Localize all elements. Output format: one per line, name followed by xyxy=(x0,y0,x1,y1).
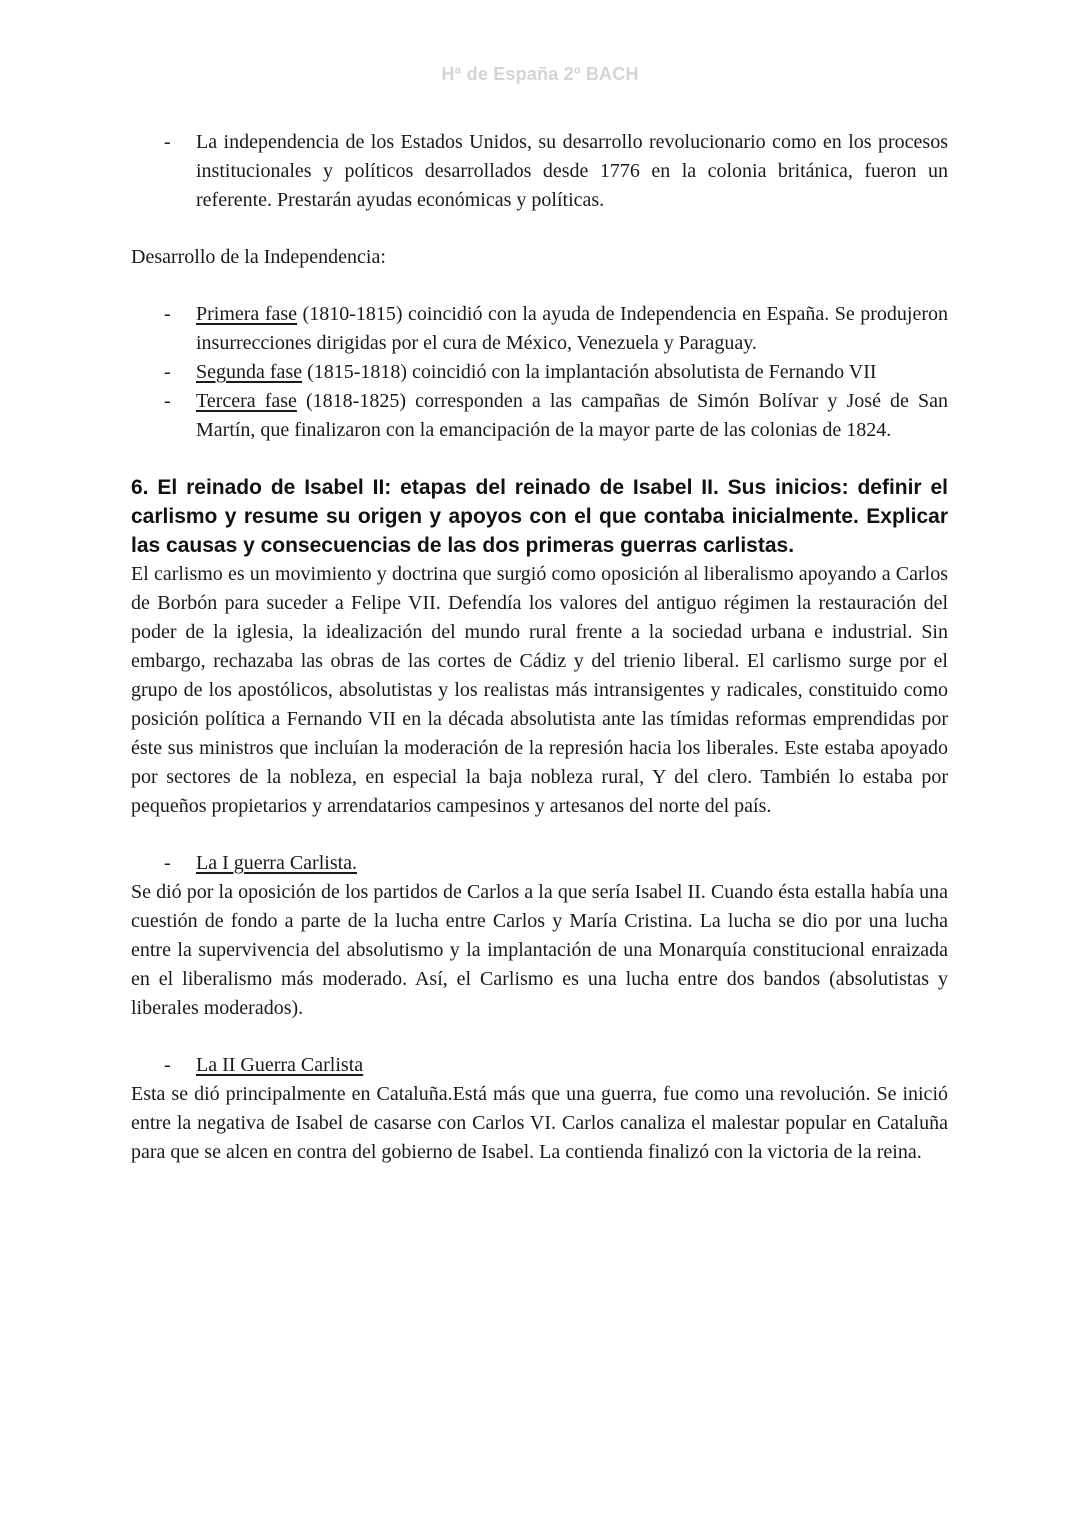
phase-item xyxy=(131,387,948,445)
intro-bullet xyxy=(131,128,948,215)
war2-title-item xyxy=(131,1051,948,1080)
war2-paragraph: Esta se dió principalmente en Cataluña.Está más que una guerra, fue como una revolución. Se inició entre la negativa de Isabel de casarse con Carlos VI. Carlos canaliza el malestar popular en Cataluña para que se alcen en contra del gobierno de Isabel. La contienda finalizó con la victoria de la reina. xyxy=(131,1083,948,1163)
phase-label: Primera fase xyxy=(196,303,298,325)
document-body xyxy=(131,128,948,1167)
war1-title: La I guerra Carlista. xyxy=(196,852,358,874)
development-heading: Desarrollo de la Independencia: xyxy=(131,246,386,268)
war1-paragraph: Se dió por la oposición de los partidos de Carlos a la que sería Isabel II. Cuando ésta estalla había una cuestión de fondo a parte de la lucha entre Carlos y María Cristina. La lucha se dio por una lucha entre la supervivencia del absolutismo y la implantación de una Monarquía constitucional enraizada en el liberalismo más moderado. Así, el Carlismo es una lucha entre dos bandos (absolutistas y liberales moderados). xyxy=(131,881,948,1019)
phase-text: (1815-1818) coincidió con la implantación absolutista de Fernando VII xyxy=(302,361,877,383)
page-header: Hª de España 2º BACH xyxy=(441,64,639,84)
phase-text: (1810-1815) coincidió con la ayuda de Independencia en España. Se produjeron insurrecciones dirigidas por el cura de México, Venezuela y Paraguay. xyxy=(196,303,948,354)
bullet-dash: - xyxy=(164,852,171,874)
bullet-dash: - xyxy=(164,131,171,153)
war2-title: La II Guerra Carlista xyxy=(196,1054,364,1076)
phase-label: Segunda fase xyxy=(196,361,303,383)
phase-text: (1818-1825) corresponden a las campañas de Simón Bolívar y José de San Martín, que finalizaron con la emancipación de la mayor parte de las colonias de 1824. xyxy=(196,390,948,441)
bullet-dash: - xyxy=(164,1054,171,1076)
carlismo-paragraph: El carlismo es un movimiento y doctrina que surgió como oposición al liberalismo apoyando a Carlos de Borbón para suceder a Felipe VII. Defendía los valores del antiguo régimen la restauración del poder de la iglesia, la idealización del mundo rural frente a la sociedad urbana e industrial. Sin embargo, rechazaba las obras de las cortes de Cádiz y del trienio liberal. El carlismo surge por el grupo de los apostólicos, absolutistas y los realistas más intransigentes y radicales, constituido como posición política a Fernando VII en la década absolutista ante las tímidas reformas emprendidas por éste sus ministros que incluían la moderación de la represión hacia los liberales. Este estaba apoyado por sectores de la nobleza, en especial la baja nobleza rural, Y del clero. También lo estaba por pequeños propietarios y arrendatarios campesinos y artesanos del norte del país. xyxy=(131,563,948,817)
phase-item xyxy=(131,358,948,387)
bullet-dash: - xyxy=(164,303,171,325)
bullet-dash: - xyxy=(164,361,171,383)
intro-bullet-text: La independencia de los Estados Unidos, su desarrollo revolucionario como en los procesos institucionales y políticos desarrollados desde 1776 en la colonia británica, fueron un referente. Prestarán ayudas económicas y políticas. xyxy=(196,131,948,211)
section-6-heading: 6. El reinado de Isabel II: etapas del reinado de Isabel II. Sus inicios: definir el carlismo y resume su origen y apoyos con el que contaba inicialmente. Explicar las causas y consecuencias de las dos primeras guerras carlistas. xyxy=(131,476,948,557)
phase-label: Tercera fase xyxy=(196,390,297,412)
bullet-dash: - xyxy=(164,390,171,412)
war1-title-item xyxy=(131,849,948,878)
phase-item xyxy=(131,300,948,358)
